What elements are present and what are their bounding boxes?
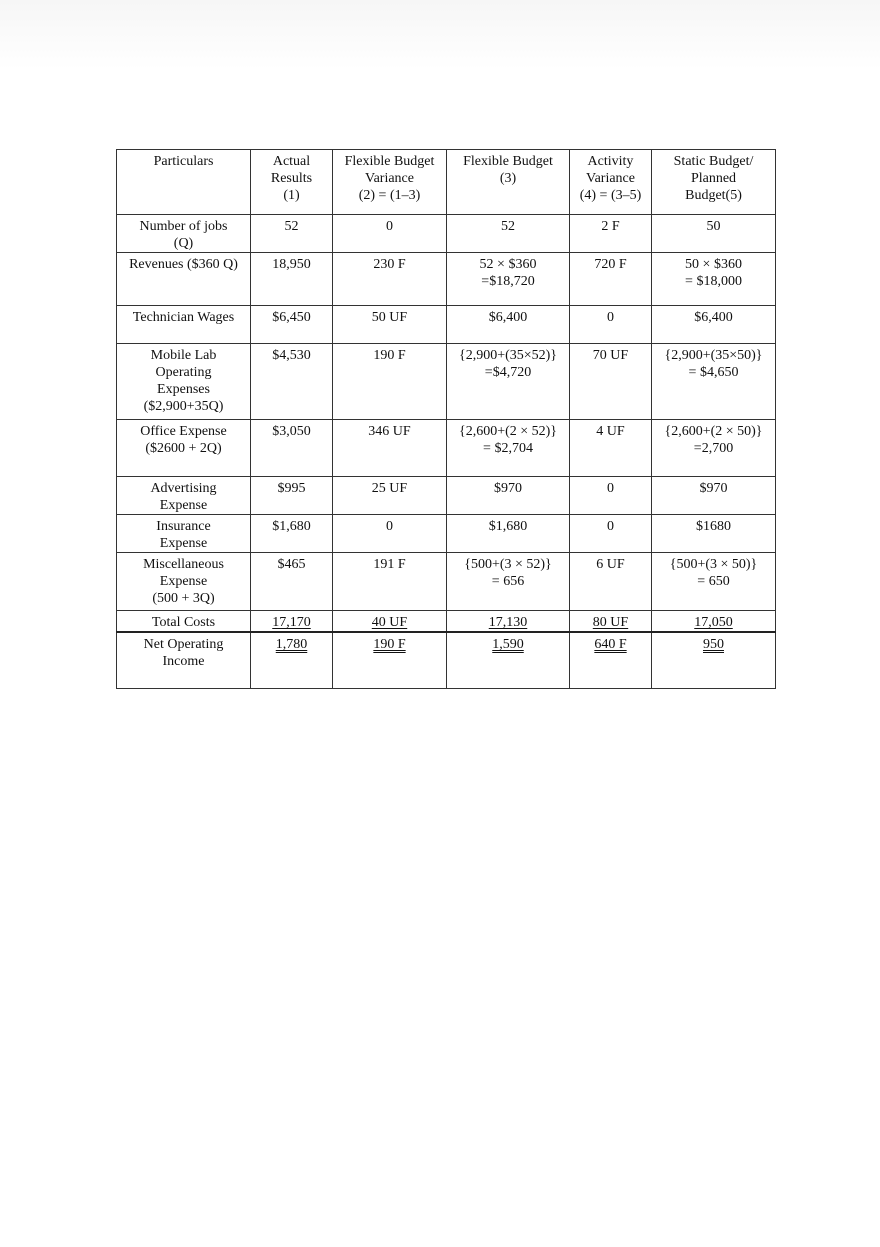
cell-particulars: Number of jobs (Q) — [117, 215, 251, 253]
cell-flexible-budget: 52 × $360 =$18,720 — [447, 253, 570, 306]
table-header-row — [117, 150, 776, 215]
cell-flexible-budget-variance: 50 UF — [333, 306, 447, 344]
cell-flexible-budget-variance: 25 UF — [333, 477, 447, 515]
cell-activity-variance: 4 UF — [570, 420, 652, 477]
cell-activity-variance: 720 F — [570, 253, 652, 306]
cell-static-budget — [652, 632, 776, 688]
cell-flexible-budget — [447, 611, 570, 633]
noi-static-budget-value: 950 — [703, 637, 724, 652]
total-actual-value: 17,170 — [272, 615, 311, 630]
cell-actual-results — [251, 611, 333, 633]
table-row-advertising-expense — [117, 477, 776, 515]
cell-activity-variance: 2 F — [570, 215, 652, 253]
cell-flexible-budget-variance: 0 — [333, 515, 447, 553]
cell-actual-results: 18,950 — [251, 253, 333, 306]
cell-particulars: Miscellaneous Expense (500 + 3Q) — [117, 553, 251, 611]
cell-flexible-budget-variance — [333, 611, 447, 633]
cell-flexible-budget-variance: 191 F — [333, 553, 447, 611]
table-row-net-operating-income — [117, 632, 776, 688]
cell-flexible-budget-variance: 346 UF — [333, 420, 447, 477]
table-row-revenues — [117, 253, 776, 306]
cell-static-budget: $970 — [652, 477, 776, 515]
cell-flexible-budget: {2,900+(35×52)} =$4,720 — [447, 344, 570, 420]
table-row-number-of-jobs — [117, 215, 776, 253]
cell-particulars: Technician Wages — [117, 306, 251, 344]
header-static-budget: Static Budget/ Planned Budget(5) — [652, 150, 776, 215]
header-particulars: Particulars — [117, 150, 251, 215]
cell-flexible-budget: {500+(3 × 52)} = 656 — [447, 553, 570, 611]
total-static-budget-value: 17,050 — [694, 615, 733, 630]
cell-activity-variance: 0 — [570, 477, 652, 515]
cell-flexible-budget-variance: 0 — [333, 215, 447, 253]
total-flexible-variance-value: 40 UF — [371, 615, 408, 630]
header-activity-variance: Activity Variance (4) = (3–5) — [570, 150, 652, 215]
cell-flexible-budget-variance — [333, 632, 447, 688]
cell-static-budget: 50 — [652, 215, 776, 253]
cell-actual-results: $4,530 — [251, 344, 333, 420]
cell-actual-results: $1,680 — [251, 515, 333, 553]
cell-actual-results: $3,050 — [251, 420, 333, 477]
page-top-shade — [0, 0, 880, 70]
table-row-miscellaneous-expense — [117, 553, 776, 611]
cell-particulars: Office Expense ($2600 + 2Q) — [117, 420, 251, 477]
cell-flexible-budget-variance: 190 F — [333, 344, 447, 420]
cell-static-budget: {2,600+(2 × 50)} =2,700 — [652, 420, 776, 477]
table-row-office-expense — [117, 420, 776, 477]
cell-flexible-budget: $1,680 — [447, 515, 570, 553]
cell-activity-variance: 70 UF — [570, 344, 652, 420]
table-row-mobile-lab-operating-expenses — [117, 344, 776, 420]
cell-activity-variance — [570, 632, 652, 688]
table-row-technician-wages — [117, 306, 776, 344]
cell-flexible-budget: {2,600+(2 × 52)} = $2,704 — [447, 420, 570, 477]
cell-particulars: Revenues ($360 Q) — [117, 253, 251, 306]
header-actual-results: Actual Results (1) — [251, 150, 333, 215]
noi-flexible-variance-value: 190 F — [373, 637, 406, 652]
cell-particulars: Mobile Lab Operating Expenses ($2,900+35Q) — [117, 344, 251, 420]
total-activity-variance-value: 80 UF — [592, 615, 629, 630]
cell-flexible-budget: 52 — [447, 215, 570, 253]
cell-activity-variance: 0 — [570, 515, 652, 553]
flexible-budget-performance-table — [116, 149, 776, 689]
cell-actual-results — [251, 632, 333, 688]
noi-activity-variance-value: 640 F — [594, 637, 627, 652]
cell-flexible-budget: $6,400 — [447, 306, 570, 344]
cell-particulars: Total Costs — [117, 611, 251, 633]
cell-flexible-budget: $970 — [447, 477, 570, 515]
cell-actual-results: $465 — [251, 553, 333, 611]
cell-actual-results: $995 — [251, 477, 333, 515]
cell-particulars: Net Operating Income — [117, 632, 251, 688]
cell-actual-results: 52 — [251, 215, 333, 253]
cell-particulars: Insurance Expense — [117, 515, 251, 553]
cell-static-budget: 50 × $360 = $18,000 — [652, 253, 776, 306]
cell-activity-variance: 6 UF — [570, 553, 652, 611]
cell-activity-variance: 0 — [570, 306, 652, 344]
cell-static-budget: $6,400 — [652, 306, 776, 344]
cell-activity-variance — [570, 611, 652, 633]
cell-flexible-budget — [447, 632, 570, 688]
table-row-total-costs — [117, 611, 776, 633]
cell-static-budget: $1680 — [652, 515, 776, 553]
cell-static-budget: {2,900+(35×50)} = $4,650 — [652, 344, 776, 420]
cell-static-budget: {500+(3 × 50)} = 650 — [652, 553, 776, 611]
cell-flexible-budget-variance: 230 F — [333, 253, 447, 306]
table-row-insurance-expense — [117, 515, 776, 553]
noi-actual-value: 1,780 — [275, 637, 308, 652]
header-flexible-budget: Flexible Budget (3) — [447, 150, 570, 215]
header-flexible-budget-variance: Flexible Budget Variance (2) = (1–3) — [333, 150, 447, 215]
cell-static-budget — [652, 611, 776, 633]
cell-actual-results: $6,450 — [251, 306, 333, 344]
cell-particulars: Advertising Expense — [117, 477, 251, 515]
noi-flexible-budget-value: 1,590 — [492, 637, 524, 652]
total-flexible-budget-value: 17,130 — [488, 615, 528, 630]
